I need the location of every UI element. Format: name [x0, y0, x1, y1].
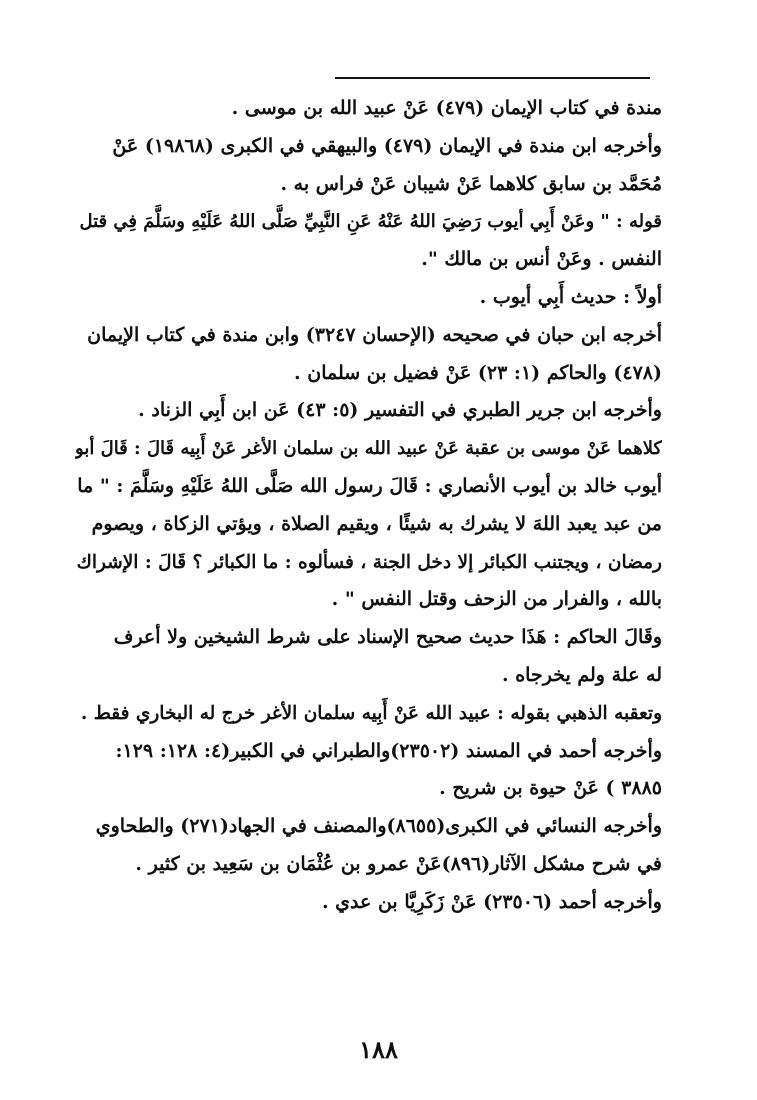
- text-line: وأخرجه ابن جرير الطبري في التفسير (٥: ٤٣) عَن ابن أَبِي الزناد .: [138, 399, 662, 422]
- text-line: أيوب خالد بن أيوب الأنصاري : قَالَ رسول الله صَلَّى اللهُ عَلَيْهِ وسَلَّمَ : " ما: [77, 474, 662, 497]
- text-line: وأخرجه أحمد في المسند (٢٣٥٠٢)والطبراني في الكبير(٤: ١٢٨: ١٢٩:: [115, 739, 662, 762]
- text-line: وقَالَ الحاكم : هَذَا حديث صحيح الإسناد على شرط الشيخين ولا أعرف: [113, 626, 662, 649]
- text-line: بالله ، والفرار من الزحف وقتل النفس " .: [331, 588, 662, 611]
- text-line: (٤٧٨) والحاكم (١: ٢٣) عَنْ فضيل بن سلمان .: [294, 361, 662, 384]
- text-line: من عبد يعبد اللهَ لا يشرك به شيئًا ، ويقيم الصلاة ، ويؤتي الزكاة ، ويصوم: [91, 512, 662, 535]
- text-line: النفس . وعَنْ أنس بن مالك ".: [421, 248, 662, 271]
- text-line: مُحَمَّد بن سابق كلاهما عَنْ شيبان عَنْ فراس به .: [280, 172, 662, 195]
- text-line: وأخرجه ابن مندة في الإيمان (٤٧٩) والبيهقي في الكبرى (١٩٨٦٨) عَنْ: [112, 134, 662, 157]
- page-number: ١٨٨: [359, 1035, 398, 1064]
- text-line: وأخرجه أحمد (٢٣٥٠٦) عَنْ زَكَرِيَّا بن عدي .: [321, 890, 662, 913]
- page-body: [75, 90, 662, 922]
- text-line: رمضان ، ويجتنب الكبائر إلا دخل الجنة ، فسألوه : ما الكبائر ؟ قَالَ : الإشراك: [76, 551, 662, 573]
- text-line: أخرجه ابن حبان في صحيحه (الإحسان ٣٢٤٧) وابن مندة في كتاب الإيمان: [87, 323, 662, 346]
- text-line: كلاهما عَنْ موسى بن عقبة عَنْ عبيد الله بن سلمان الأغر عَنْ أَبِيه قَالَ : قَالَ أبو: [75, 438, 662, 460]
- text-line: قوله : " وعَنْ أَبِي أيوب رَضِيَ اللهُ عَنْهُ عَنِ النَّبِيِّ صَلَّى اللهُ عَلَيْهِ وسَلَّمَ فِي قتل: [79, 211, 662, 233]
- footnote-separator-rule: [335, 77, 650, 79]
- text-line: وتعقبه الذهبي بقوله : عبيد الله عَنْ أَبِيه سلمان الأغر خرج له البخاري فقط .: [80, 702, 662, 724]
- text-line: مندة في كتاب الإيمان (٤٧٩) عَنْ عبيد الله بن موسى .: [231, 97, 662, 119]
- text-line: أولاً : حديث أَبِي أيوب .: [479, 285, 662, 308]
- text-line: في شرح مشكل الآثار(٨٩٦)عَنْ عمرو بن عُثْمَان بن سَعِيد بن كثير .: [135, 852, 662, 875]
- text-line: وأخرجه النسائي في الكبرى(٨٦٥٥)والمصنف في الجهاد(٢٧١) والطحاوي: [95, 815, 662, 838]
- text-line: ٣٨٨٥ ) عَنْ حيوة بن شريح .: [439, 777, 662, 800]
- text-line: له علة ولم يخرجاه .: [502, 663, 662, 686]
